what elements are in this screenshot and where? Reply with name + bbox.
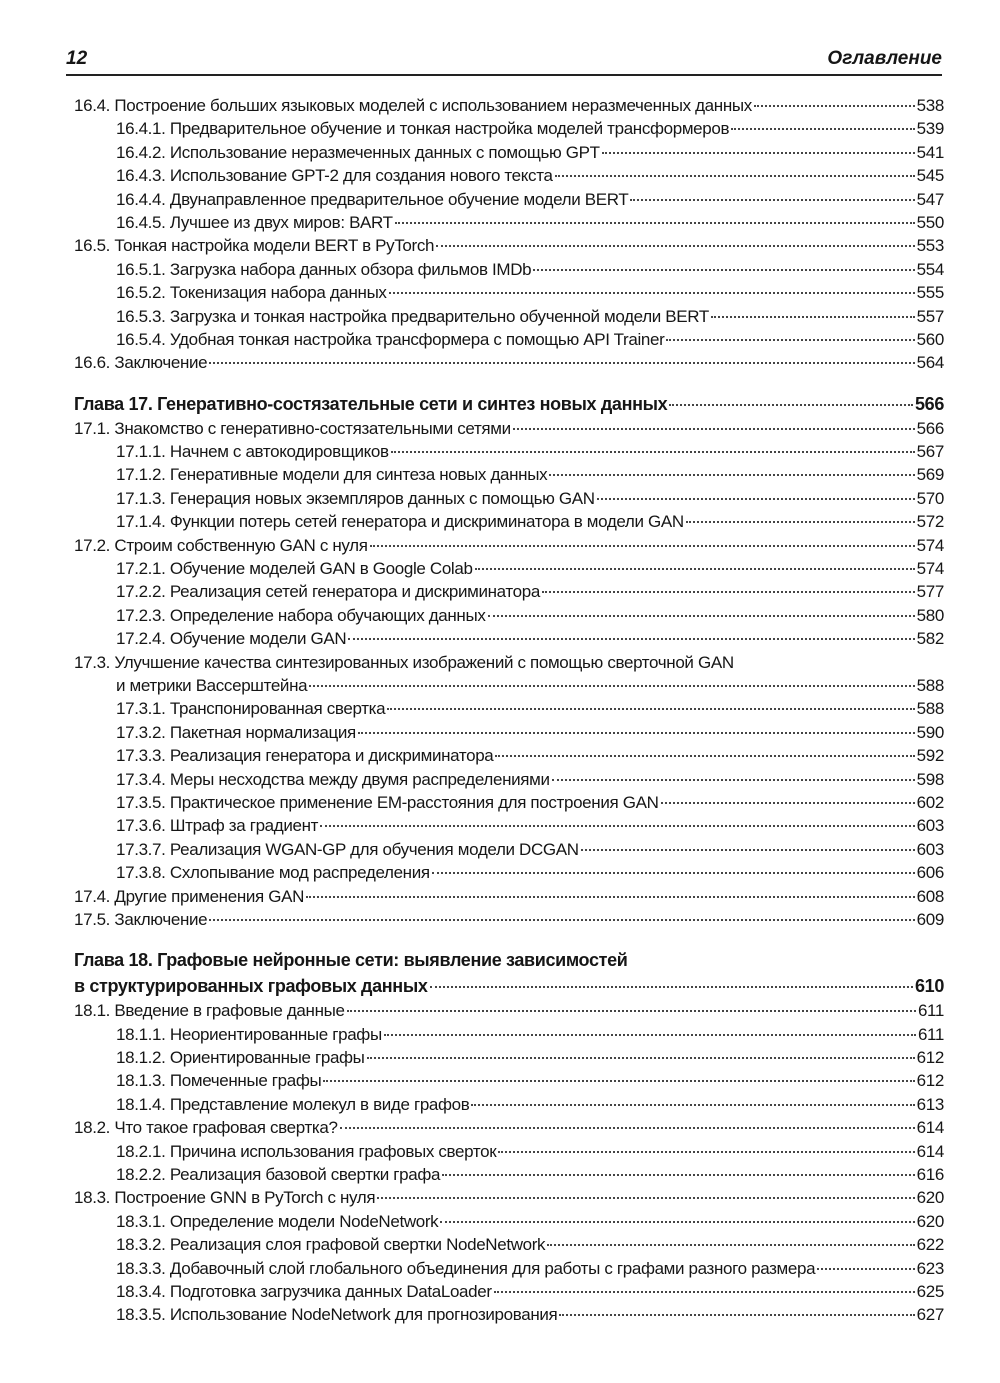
toc-entry-title: 17.2.4. Обучение модели GAN bbox=[116, 629, 347, 649]
toc-dot-leader bbox=[391, 451, 915, 453]
toc-entry-title: 16.4.4. Двунаправленное предварительное обучение модели BERT bbox=[116, 189, 629, 209]
toc-subsection-entry[interactable] bbox=[74, 1069, 944, 1092]
toc-dot-leader bbox=[475, 568, 915, 570]
toc-entry-title: 18.3.5. Использование NodeNetwork для прогнозирования bbox=[116, 1305, 558, 1325]
toc-dot-leader bbox=[495, 755, 914, 757]
toc-dot-leader bbox=[340, 1127, 915, 1129]
toc-entry-page: 588 bbox=[916, 675, 944, 695]
toc-section-entry[interactable] bbox=[74, 534, 944, 557]
toc-dot-leader bbox=[686, 521, 915, 523]
toc-entry-page: 539 bbox=[916, 119, 944, 139]
toc-entry-page: 614 bbox=[916, 1118, 944, 1138]
toc-subsection-entry[interactable] bbox=[74, 744, 944, 767]
toc-entry-title: 17.5. Заключение bbox=[74, 909, 208, 929]
toc-dot-leader bbox=[494, 1291, 915, 1293]
toc-dot-leader bbox=[559, 1314, 914, 1316]
toc-dot-leader bbox=[320, 825, 915, 827]
toc-entry-title: 18.1. Введение в графовые данные bbox=[74, 1001, 345, 1021]
toc-entry-title: 18.2.2. Реализация базовой свертки графа bbox=[116, 1165, 441, 1185]
toc-entry-title: 17.3.4. Меры несходства между двумя распределениями bbox=[116, 769, 550, 789]
toc-entry-page: 547 bbox=[916, 189, 944, 209]
toc-dot-leader bbox=[430, 986, 914, 988]
toc-entry-title: 17.3.1. Транспонированная свертка bbox=[116, 699, 386, 719]
toc-entry-title: 16.4.5. Лучшее из двух миров: BART bbox=[116, 212, 393, 232]
toc-entry-page: 613 bbox=[916, 1094, 944, 1114]
toc-entry-title: и метрики Вассерштейна bbox=[116, 675, 308, 695]
toc-section-entry[interactable] bbox=[74, 908, 944, 931]
toc-dot-leader bbox=[209, 919, 914, 921]
toc-dot-leader bbox=[436, 245, 915, 247]
toc-entry-title: 16.4.3. Использование GPT-2 для создания нового текста bbox=[116, 166, 553, 186]
toc-entry-page: 570 bbox=[916, 488, 944, 508]
toc-section bbox=[74, 94, 944, 375]
page-header bbox=[66, 40, 942, 76]
toc-entry-title: 17.3.6. Штраф за градиент bbox=[116, 816, 319, 836]
toc-entry-title: 17.3.2. Пакетная нормализация bbox=[116, 722, 356, 742]
toc-dot-leader bbox=[597, 498, 915, 500]
toc-dot-leader bbox=[370, 545, 915, 547]
toc-entry-title: 17.3.8. Схлопывание мод распределения bbox=[116, 863, 430, 883]
toc-entry-title: 18.3.3. Добавочный слой глобального объединения для работы с графами разного размера bbox=[116, 1258, 816, 1278]
toc-subsection-entry[interactable] bbox=[74, 510, 944, 533]
toc-entry-title: 17.2.1. Обучение моделей GAN в Google Colab bbox=[116, 559, 473, 579]
toc-dot-leader bbox=[711, 316, 915, 318]
toc-subsection-entry[interactable] bbox=[74, 838, 944, 861]
toc-subsection-entry[interactable] bbox=[74, 258, 944, 281]
toc-subsection-entry[interactable] bbox=[74, 328, 944, 351]
toc-entry-title: 17.4. Другие применения GAN bbox=[74, 886, 305, 906]
toc-section-entry[interactable] bbox=[74, 1116, 944, 1139]
toc-entry-page: 574 bbox=[916, 559, 944, 579]
toc-subsection-entry[interactable] bbox=[74, 861, 944, 884]
toc-entry-page: 602 bbox=[916, 792, 944, 812]
toc-entry-page: 620 bbox=[916, 1188, 944, 1208]
toc-dot-leader bbox=[488, 615, 915, 617]
toc-entry-title: 18.2. Что такое графовая свертка? bbox=[74, 1118, 338, 1138]
toc-dot-leader bbox=[306, 896, 915, 898]
toc-entry-page: 625 bbox=[916, 1281, 944, 1301]
toc-dot-leader bbox=[669, 404, 913, 406]
toc-entry-page: 580 bbox=[916, 605, 944, 625]
toc-dot-leader bbox=[432, 872, 915, 874]
toc-dot-leader bbox=[367, 1057, 915, 1059]
toc-dot-leader bbox=[547, 1244, 914, 1246]
toc-section-entry[interactable] bbox=[74, 94, 944, 117]
toc-entry-page: 622 bbox=[916, 1235, 944, 1255]
toc-entry-title: Глава 17. Генеративно-состязательные сети и синтез новых данных bbox=[74, 393, 668, 414]
toc-entry-title: 18.1.1. Неориентированные графы bbox=[116, 1024, 382, 1044]
toc-subsection-entry[interactable] bbox=[74, 580, 944, 603]
toc-subsection-entry[interactable] bbox=[74, 1093, 944, 1116]
toc-entry-page: 569 bbox=[916, 465, 944, 485]
toc-dot-leader bbox=[661, 802, 915, 804]
toc-entry-title: 16.5.3. Загрузка и тонкая настройка предварительно обученной модели BERT bbox=[116, 306, 709, 326]
toc-dot-leader bbox=[389, 292, 915, 294]
toc-entry-page: 611 bbox=[917, 1001, 944, 1021]
toc-entry-title: 16.4.1. Предварительное обучение и тонкая настройка моделей трансформеров bbox=[116, 119, 730, 139]
toc-subsection-entry[interactable] bbox=[74, 1210, 944, 1233]
toc-dot-leader bbox=[542, 591, 915, 593]
toc-entry-title: 18.3.4. Подготовка загрузчика данных DataLoader bbox=[116, 1281, 492, 1301]
table-of-contents bbox=[74, 94, 944, 1343]
toc-section-entry[interactable] bbox=[74, 234, 944, 257]
toc-dot-leader bbox=[387, 708, 914, 710]
toc-dot-leader bbox=[348, 638, 914, 640]
toc-subsection-entry[interactable] bbox=[74, 1046, 944, 1069]
toc-entry-page: 567 bbox=[916, 442, 944, 462]
toc-chapter-entry[interactable] bbox=[74, 973, 944, 999]
toc-chapter-entry[interactable] bbox=[74, 391, 944, 417]
toc-chapter-entry[interactable] bbox=[74, 947, 944, 973]
toc-entry-title: 16.4. Построение больших языковых моделей с использованием неразмеченных данных bbox=[74, 96, 752, 115]
toc-dot-leader bbox=[442, 1174, 915, 1176]
toc-entry-page: 603 bbox=[916, 839, 944, 859]
toc-section bbox=[74, 947, 944, 1326]
toc-dot-leader bbox=[440, 1221, 914, 1223]
toc-subsection-entry[interactable] bbox=[74, 281, 944, 304]
toc-entry-page: 550 bbox=[916, 212, 944, 232]
toc-entry-title: 18.2.1. Причина использования графовых сверток bbox=[116, 1141, 497, 1161]
toc-entry-page: 560 bbox=[916, 329, 944, 349]
toc-entry-title: 16.5.2. Токенизация набора данных bbox=[116, 283, 387, 303]
toc-subsection-entry[interactable] bbox=[74, 557, 944, 580]
toc-subsection-entry[interactable] bbox=[74, 487, 944, 510]
toc-entry-title: 18.3.1. Определение модели NodeNetwork bbox=[116, 1211, 439, 1231]
toc-entry-page: 598 bbox=[916, 769, 944, 789]
toc-dot-leader bbox=[209, 362, 914, 364]
toc-section-entry[interactable] bbox=[74, 999, 944, 1022]
toc-dot-leader bbox=[754, 105, 915, 107]
toc-entry-page: 566 bbox=[915, 393, 944, 414]
toc-entry-page: 541 bbox=[916, 142, 944, 162]
toc-dot-leader bbox=[498, 1151, 914, 1153]
toc-entry-title: в структурированных графовых данных bbox=[74, 976, 428, 997]
toc-entry-title: Глава 18. Графовые нейронные сети: выявление зависимостей bbox=[74, 950, 628, 971]
toc-dot-leader bbox=[384, 1034, 916, 1036]
toc-entry-title: 18.1.3. Помеченные графы bbox=[116, 1071, 322, 1091]
toc-entry-title: 17.1.2. Генеративные модели для синтеза новых данных bbox=[116, 465, 548, 485]
toc-dot-leader bbox=[347, 1010, 916, 1012]
toc-entry-title: 16.5. Тонкая настройка модели BERT в PyTorch bbox=[74, 236, 435, 256]
toc-subsection-entry[interactable] bbox=[74, 604, 944, 627]
toc-entry-page: 588 bbox=[916, 699, 944, 719]
toc-dot-leader bbox=[309, 685, 914, 687]
toc-entry-page: 590 bbox=[916, 722, 944, 742]
toc-dot-leader bbox=[817, 1268, 914, 1270]
toc-dot-leader bbox=[666, 339, 914, 341]
toc-dot-leader bbox=[602, 152, 915, 154]
toc-entry-page: 582 bbox=[916, 629, 944, 649]
toc-entry-title: 17.3.5. Практическое применение EM-расстояния для построения GAN bbox=[116, 792, 659, 812]
toc-subsection-entry[interactable] bbox=[74, 164, 944, 187]
toc-entry-title: 16.5.1. Загрузка набора данных обзора фильмов IMDb bbox=[116, 259, 532, 279]
toc-dot-leader bbox=[581, 849, 915, 851]
toc-dot-leader bbox=[533, 269, 914, 271]
toc-entry-title: 18.3.2. Реализация слоя графовой свертки NodeNetwork bbox=[116, 1235, 546, 1255]
toc-subsection-entry[interactable] bbox=[74, 814, 944, 837]
toc-dot-leader bbox=[358, 732, 915, 734]
toc-dot-leader bbox=[555, 175, 915, 177]
toc-entry-page: 555 bbox=[916, 283, 944, 303]
toc-entry-title: 17.2. Строим собственную GAN с нуля bbox=[74, 535, 368, 555]
toc-entry-title: 17.2.2. Реализация сетей генератора и дискриминатора bbox=[116, 582, 540, 602]
toc-entry-page: 606 bbox=[916, 863, 944, 883]
toc-section-entry[interactable] bbox=[74, 651, 944, 674]
toc-entry-page: 612 bbox=[916, 1048, 944, 1068]
toc-subsection-entry[interactable] bbox=[74, 188, 944, 211]
toc-subsection-entry[interactable] bbox=[74, 305, 944, 328]
toc-dot-leader bbox=[471, 1104, 914, 1106]
toc-subsection-entry[interactable] bbox=[74, 721, 944, 744]
toc-entry-page: 577 bbox=[916, 582, 944, 602]
toc-entry-page: 574 bbox=[916, 535, 944, 555]
toc-section-entry[interactable] bbox=[74, 351, 944, 374]
toc-dot-leader bbox=[630, 199, 914, 201]
toc-entry-page: 609 bbox=[916, 909, 944, 929]
toc-entry-title: 17.3.3. Реализация генератора и дискриминатора bbox=[116, 746, 494, 766]
toc-subsection-entry[interactable] bbox=[74, 791, 944, 814]
toc-subsection-entry[interactable] bbox=[74, 627, 944, 650]
toc-entry-title: 17.1.4. Функции потерь сетей генератора и дискриминатора в модели GAN bbox=[116, 512, 684, 532]
toc-subsection-entry[interactable] bbox=[74, 440, 944, 463]
toc-entry-page: 608 bbox=[916, 886, 944, 906]
toc-subsection-entry[interactable] bbox=[74, 117, 944, 140]
toc-dot-leader bbox=[552, 779, 915, 781]
toc-entry-title: 18.1.4. Представление молекул в виде графов bbox=[116, 1094, 470, 1114]
toc-dot-leader bbox=[323, 1080, 914, 1082]
toc-subsection-entry[interactable] bbox=[74, 1280, 944, 1303]
toc-entry-page: 611 bbox=[917, 1024, 944, 1044]
toc-dot-leader bbox=[731, 128, 915, 130]
toc-entry-page: 610 bbox=[915, 976, 944, 997]
toc-entry-title: 16.4.2. Использование неразмеченных данных с помощью GPT bbox=[116, 142, 600, 162]
toc-dot-leader bbox=[377, 1197, 914, 1199]
toc-entry-title: 16.5.4. Удобная тонкая настройка трансформера с помощью API Trainer bbox=[116, 329, 665, 349]
toc-entry-page: 627 bbox=[916, 1305, 944, 1325]
toc-dot-leader bbox=[513, 428, 915, 430]
toc-subsection-entry[interactable] bbox=[74, 1233, 944, 1256]
toc-subsection-entry[interactable] bbox=[74, 697, 944, 720]
toc-subsection-entry[interactable] bbox=[74, 141, 944, 164]
toc-entry-page: 554 bbox=[916, 259, 944, 279]
toc-section-entry[interactable] bbox=[74, 417, 944, 440]
toc-section bbox=[74, 391, 944, 932]
toc-entry-page: 564 bbox=[916, 353, 944, 373]
toc-entry-page: 566 bbox=[916, 418, 944, 438]
toc-subsection-entry[interactable] bbox=[74, 1303, 944, 1326]
toc-subsection-entry[interactable] bbox=[74, 211, 944, 234]
toc-entry-page: 545 bbox=[916, 166, 944, 186]
running-head: Оглавление bbox=[827, 48, 942, 69]
toc-entry-page: 614 bbox=[916, 1141, 944, 1161]
toc-entry-page: 623 bbox=[916, 1258, 944, 1278]
toc-subsection-entry[interactable] bbox=[74, 1023, 944, 1046]
toc-entry-title: 16.6. Заключение bbox=[74, 353, 208, 373]
toc-entry-page: 553 bbox=[916, 236, 944, 256]
toc-subsection-entry[interactable] bbox=[74, 1140, 944, 1163]
toc-entry-page: 616 bbox=[916, 1165, 944, 1185]
toc-entry-title: 17.1. Знакомство с генеративно-состязательными сетями bbox=[74, 418, 511, 438]
toc-entry-title: 18.1.2. Ориентированные графы bbox=[116, 1048, 365, 1068]
toc-dot-leader bbox=[395, 222, 915, 224]
toc-subsection-entry[interactable] bbox=[74, 1257, 944, 1280]
toc-entry-title: 17.3. Улучшение качества синтезированных изображений с помощью сверточной GAN bbox=[74, 652, 734, 672]
toc-subsection-entry[interactable] bbox=[74, 463, 944, 486]
toc-subsection-entry[interactable] bbox=[74, 768, 944, 791]
toc-entry-title: 17.2.3. Определение набора обучающих данных bbox=[116, 605, 486, 625]
toc-entry-page: 612 bbox=[916, 1071, 944, 1091]
toc-section-entry[interactable] bbox=[74, 674, 944, 697]
toc-entry-page: 620 bbox=[916, 1211, 944, 1231]
toc-entry-title: 17.1.3. Генерация новых экземпляров данных с помощью GAN bbox=[116, 488, 595, 508]
toc-entry-page: 557 bbox=[916, 306, 944, 326]
page-number: 12 bbox=[66, 48, 88, 69]
toc-entry-page: 538 bbox=[916, 96, 944, 115]
toc-entry-page: 592 bbox=[916, 746, 944, 766]
toc-entry-title: 17.1.1. Начнем с автокодировщиков bbox=[116, 442, 389, 462]
toc-subsection-entry[interactable] bbox=[74, 1163, 944, 1186]
toc-entry-title: 18.3. Построение GNN в PyTorch с нуля bbox=[74, 1188, 376, 1208]
toc-section-entry[interactable] bbox=[74, 885, 944, 908]
toc-section-entry[interactable] bbox=[74, 1186, 944, 1209]
toc-entry-title: 17.3.7. Реализация WGAN-GP для обучения модели DCGAN bbox=[116, 839, 579, 859]
toc-entry-page: 603 bbox=[916, 816, 944, 836]
toc-entry-page: 572 bbox=[916, 512, 944, 532]
toc-dot-leader bbox=[549, 474, 914, 476]
